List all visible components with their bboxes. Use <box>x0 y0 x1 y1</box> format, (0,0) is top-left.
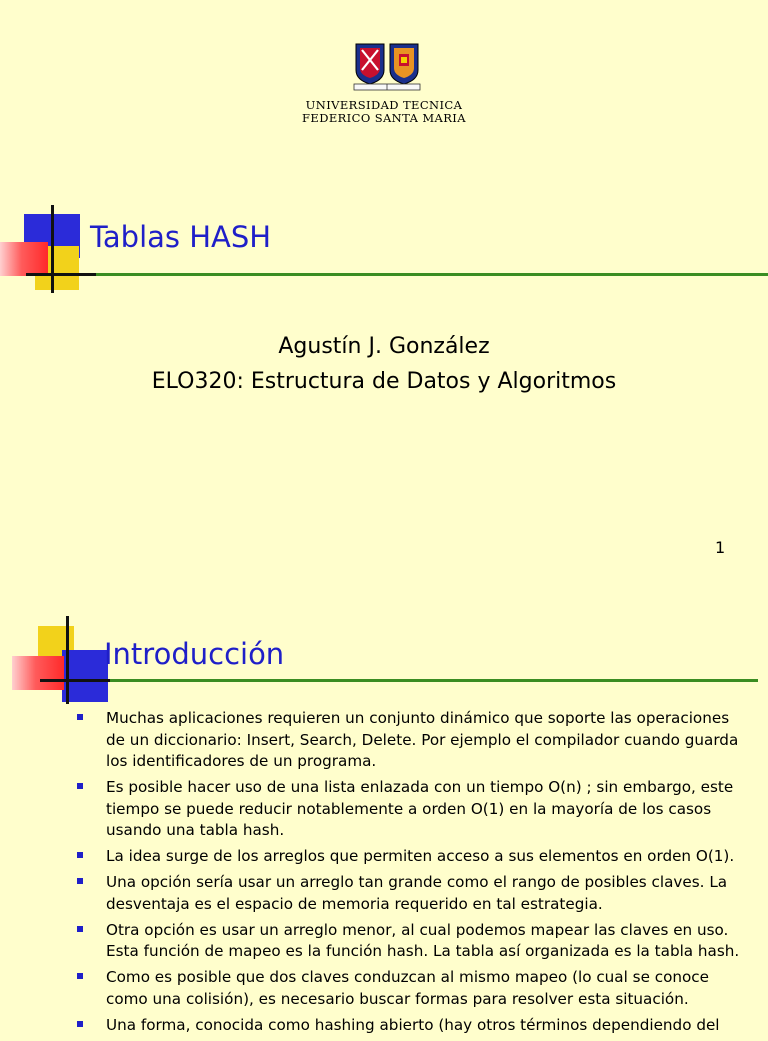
bullet-square-icon <box>77 783 83 789</box>
title-underline <box>110 679 758 682</box>
list-item: Muchas aplicaciones requieren un conjunto dinámico que soporte las operaciones de un diccionario: Insert, Search, Delete. Por ejemplo el compilador cuando guarda los identificadores de un programa. <box>76 708 746 773</box>
bullet-square-icon <box>77 878 83 884</box>
bullet-square-icon <box>77 852 83 858</box>
course-name: ELO320: Estructura de Datos y Algoritmos <box>151 369 617 394</box>
bullet-list <box>76 708 746 1041</box>
list-item: Una opción sería usar un arreglo tan grande como el rango de posibles claves. La desventaja es el espacio de memoria requerido en tal estrategia. <box>76 872 746 915</box>
slide-title-text: Tablas HASH <box>90 220 272 254</box>
university-name-line1: UNIVERSIDAD TECNICA <box>305 98 463 112</box>
list-item: La idea surge de los arreglos que permiten acceso a sus elementos en orden O(1). <box>76 846 746 868</box>
bullet-square-icon <box>77 714 83 720</box>
bullet-square-icon <box>77 926 83 932</box>
title-underline <box>96 273 768 276</box>
university-crest-icon <box>352 40 422 92</box>
author-name: Agustín J. González <box>278 334 490 359</box>
slide-introduction <box>0 590 768 1034</box>
bullet-square-icon <box>77 973 83 979</box>
list-item: Otra opción es usar un arreglo menor, al cual podemos mapear las claves en uso. Esta función de mapeo es la función hash. La tabla así organizada es la tabla hash. <box>76 920 746 963</box>
slide-title-text: Introducción <box>104 637 285 671</box>
university-name-line2: FEDERICO SANTA MARIA <box>302 111 466 125</box>
list-item: Una forma, conocida como hashing abierto (hay otros términos dependiendo del <box>76 1015 746 1037</box>
list-item: Como es posible que dos claves conduzcan al mismo mapeo (lo cual se conoce como una colisión), es necesario buscar formas para resolver esta situación. <box>76 967 746 1010</box>
page-number: 1 <box>715 538 726 557</box>
list-item: Es posible hacer uso de una lista enlazada con un tiempo O(n) ; sin embargo, este tiempo se puede reducir notablemente a orden O(1) en la mayoría de los casos usando una tabla hash. <box>76 777 746 842</box>
